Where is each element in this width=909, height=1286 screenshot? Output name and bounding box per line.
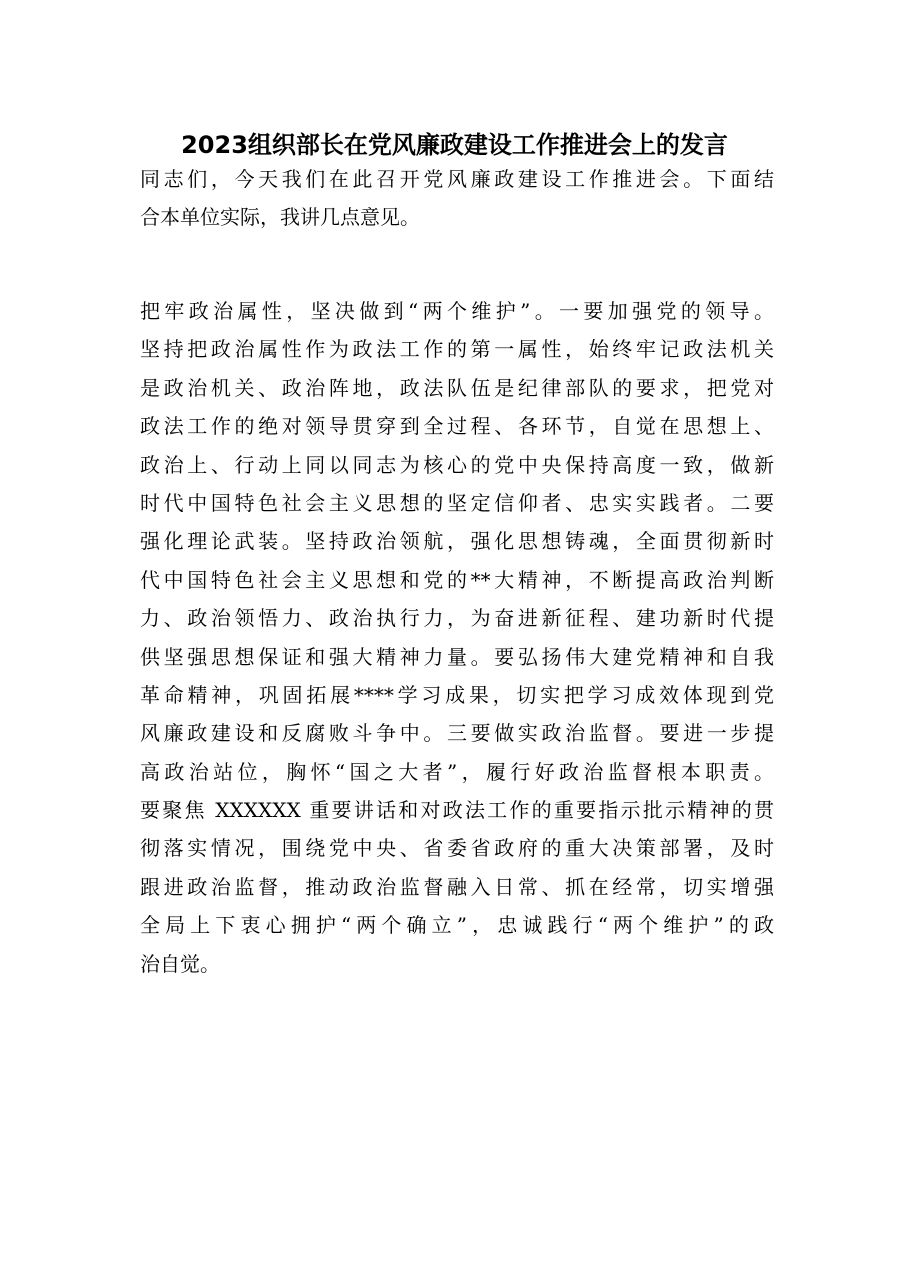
text-line: 坚持把政治属性作为政法工作的第一属性，始终牢记政法机关 [140, 337, 774, 362]
text-line: 力、政治领悟力、政治执行力，为奋进新征程、建功新时代提 [140, 606, 774, 631]
text-line: 革命精神，巩固拓展****学习成果，切实把学习成效体现到党 [140, 682, 774, 707]
text-line: 供坚强思想保证和强大精神力量。要弘扬伟大建党精神和自我 [140, 644, 774, 669]
text-line: 政法工作的绝对领导贯穿到全过程、各环节，自觉在思想上、 [140, 414, 774, 439]
text-line: 跟进政治监督，推动政治监督融入日常、抓在经常，切实增强 [140, 874, 774, 899]
text-line: 全局上下衷心拥护“两个确立”，忠诚践行“两个维护”的政 [140, 913, 774, 938]
text-line: 把牢政治属性，坚决做到“两个维护”。一要加强党的领导。 [140, 299, 774, 323]
text-line: 代中国特色社会主义思想和党的**大精神，不断提高政治判断 [140, 567, 774, 592]
text-line: 强化理论武装。坚持政治领航，强化思想铸魂，全面贯彻新时 [140, 529, 774, 554]
main-paragraph [140, 292, 774, 983]
text-line: 治自觉。 [140, 951, 220, 976]
text-line: 高政治站位，胸怀“国之大者”，履行好政治监督根本职责。 [140, 759, 774, 784]
text-line: 合本单位实际，我讲几点意见。 [140, 205, 420, 230]
text-line: 时代中国特色社会主义思想的坚定信仰者、忠实实践者。二要 [140, 490, 774, 515]
intro-paragraph [140, 160, 774, 237]
text-line: 政治上、行动上同以同志为核心的党中央保持高度一致，做新 [140, 452, 774, 477]
text-line: 是政治机关、政治阵地，政法队伍是纪律部队的要求，把党对 [140, 375, 774, 400]
text-line: 要聚焦 XXXXXX 重要讲话和对政法工作的重要指示批示精神的贯 [140, 798, 774, 823]
text-line: 彻落实情况，围绕党中央、省委省政府的重大决策部署，及时 [140, 836, 774, 861]
text-line: 同志们，今天我们在此召开党风廉政建设工作推进会。下面结 [140, 167, 774, 191]
text-line: 风廉政建设和反腐败斗争中。三要做实政治监督。要进一步提 [140, 721, 774, 746]
document-title: 2023组织部长在党风廉政建设工作推进会上的发言 [181, 131, 728, 159]
